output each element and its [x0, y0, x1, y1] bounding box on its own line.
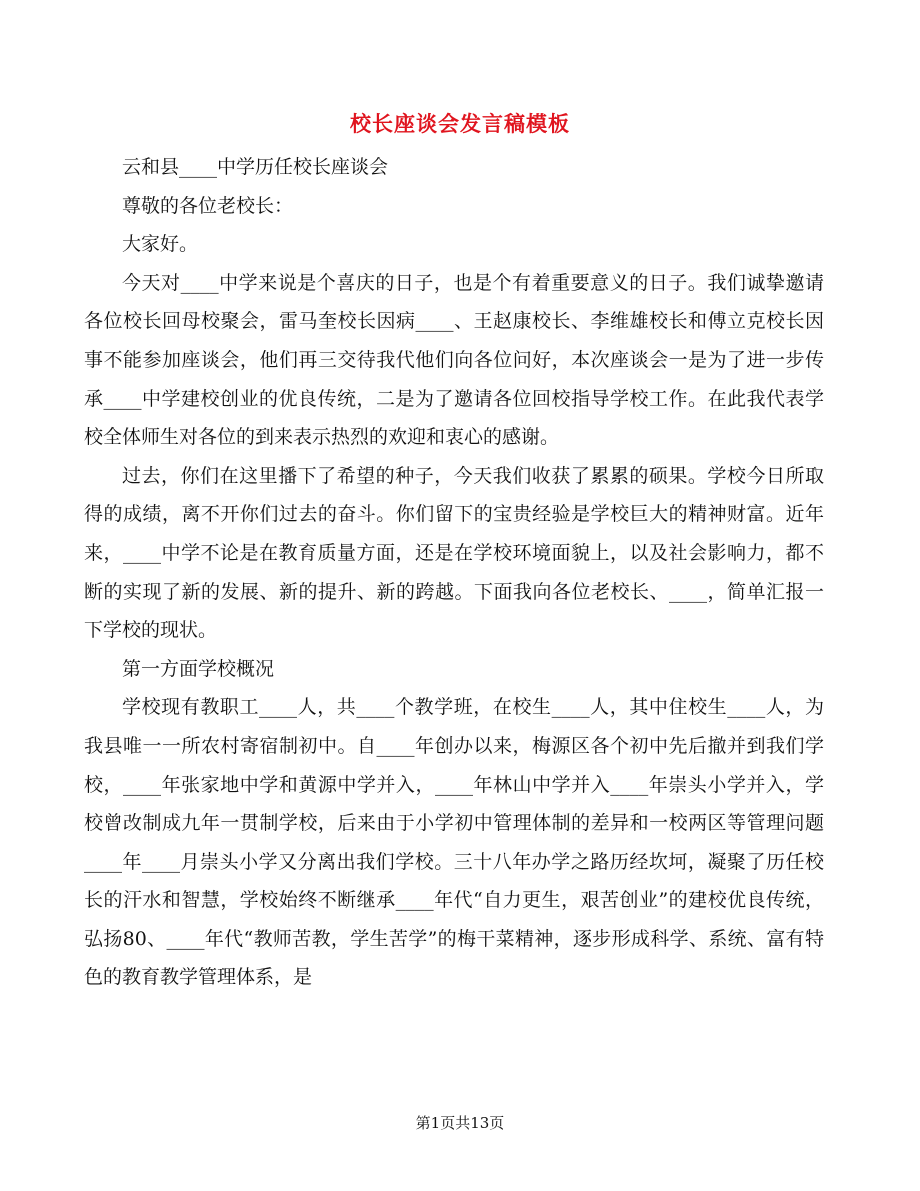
paragraph-intro: 今天对____中学来说是个喜庆的日子，也是个有着重要意义的日子。我们诚挚邀请各位校长回母校聚会，雷马奎校长因病____、王赵康校长、李维雄校长和傅立克校长因事不能参加座谈会，他们再三交待我代他们向各位问好，本次座谈会一是为了进一步传承____中学建校创业的优良传统，二是为了邀请各位回校指导学校工作。在此我代表学校全体师生对各位的到来表示热烈的欢迎和衷心的感谢。: [84, 271, 824, 449]
section-heading: 第一方面学校概况: [122, 657, 275, 680]
document-title: 校长座谈会发言稿模板: [350, 111, 570, 136]
paragraph-past: 过去，你们在这里播下了希望的种子，今天我们收获了累累的硕果。学校今日所取得的成绩，离不开你们过去的奋斗。你们留下的宝贵经验是学校巨大的精神财富。近年来，____中学不论是在教育质量方面，还是在学校环境面貌上，以及社会影响力，都不断的实现了新的发展、新的提升、新的跨越。下面我向各位老校长、____，简单汇报一下学校的现状。: [84, 464, 824, 642]
paragraph-header-line: 云和县____中学历任校长座谈会: [122, 156, 389, 178]
document-body: [84, 148, 824, 997]
page-number: 第1页共13页: [415, 1114, 505, 1132]
paragraph-salutation: 尊敬的各位老校长：: [122, 194, 294, 217]
paragraph-overview: 学校现有教职工____人，共____个教学班，在校生____人，其中住校生____人，为我县唯一一所农村寄宿制初中。自____年创办以来，梅源区各个初中先后撤并到我们学校，____年张家地中学和黄源中学并入，____年林山中学并入____年崇头小学并入，学校曾改制成九年一贯制学校，后来由于小学初中管理体制的差异和一校两区等管理问题____年____月崇头小学又分离出我们学校。三十八年办学之路历经坎坷，凝聚了历任校长的汗水和智慧，学校始终不断继承____年代“自力更生，艰苦创业”的建校优良传统，弘扬80、____年代“教师苦教，学生苦学”的梅干菜精神，逐步形成科学、系统、富有特色的教育教学管理体系，是: [84, 696, 824, 989]
paragraph-greeting: 大家好。: [122, 233, 199, 256]
